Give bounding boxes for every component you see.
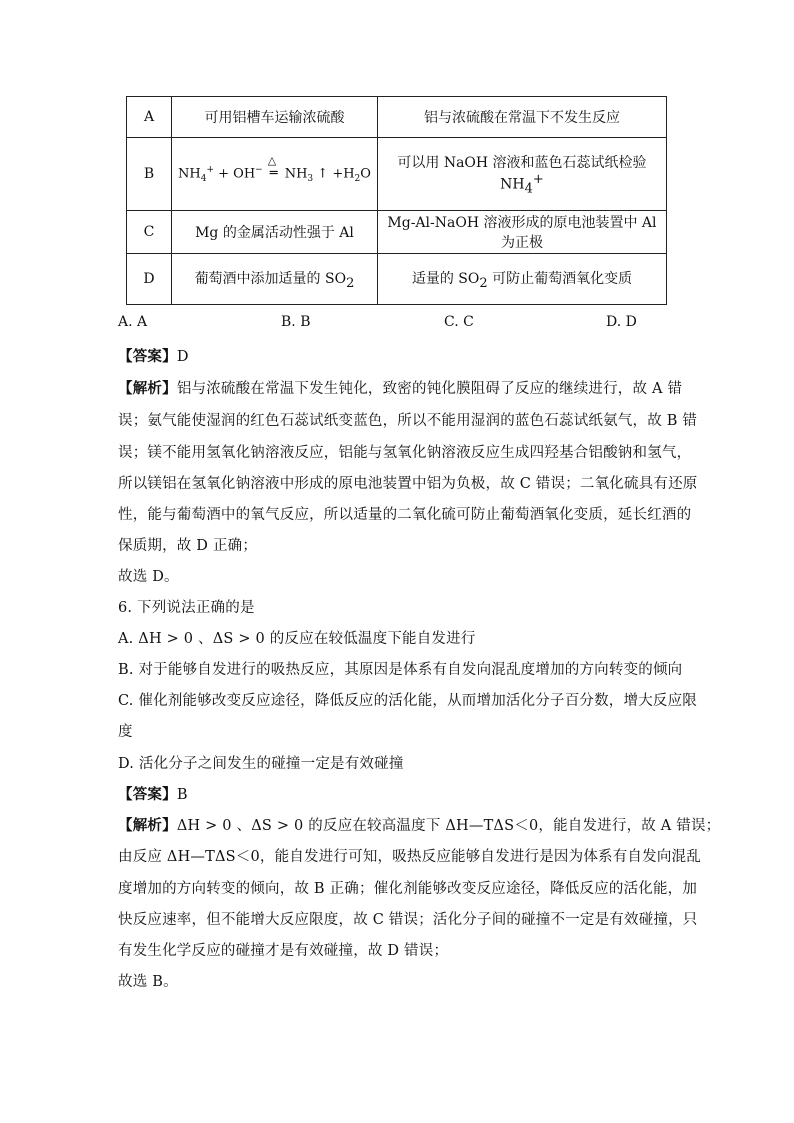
choice-c: C. C (444, 314, 474, 330)
reason-cell: 铝与浓硫酸在常温下不发生反应 (377, 97, 666, 138)
q6-option-c: C. 催化剂能够改变反应途径，降低反应的活化能，从而增加活化分子百分数，增大反应限 (118, 693, 697, 709)
reason-cell: Mg-Al-NaOH 溶液形成的原电池装置中 Al 为正极 (377, 211, 666, 254)
answer-choices (118, 314, 678, 334)
q6-analysis-line: 度增加的方向转变的倾向，故 B 正确；催化剂能够改变反应途径，降低反应的活化能，加 (118, 881, 698, 897)
q5-analysis-line: 保质期，故 D 正确； (118, 538, 258, 554)
q6-analysis-line: 由反应 ΔH—TΔS＜0，能自发进行可知，吸热反应能够自发进行是因为体系有自发向混乱 (118, 849, 701, 865)
q6-analysis-line: 【解析】ΔH > 0 、ΔS > 0 的反应在较高温度下 ΔH—TΔS＜0，能自发进行，故 A 错误； (118, 817, 721, 834)
q5-analysis-line: 所以镁铝在氢氧化钠溶液中形成的原电池装置中铝为负极，故 C 错误；二氧化硫具有还原 (118, 476, 698, 492)
q5-analysis-line: 性，能与葡萄酒中的氧气反应，所以适量的二氧化硫可防止葡萄酒氧化变质，延长红酒的 (118, 507, 692, 523)
options-table (126, 96, 667, 305)
statement-cell: 葡萄酒中添加适量的 $SO_2$ (172, 254, 378, 305)
q5-conclusion: 故选 D。 (118, 569, 179, 585)
q5-analysis-line: 误；镁不能用氢氧化钠溶液反应，铝能与氢氧化钠溶液反应生成四羟基合铝酸钠和氢气， (118, 445, 692, 461)
table-row (127, 211, 667, 254)
q6-answer: 【答案】B (118, 786, 188, 803)
statement-cell: 可用铝槽车运输浓硫酸 (172, 97, 378, 138)
choice-d: D. D (606, 314, 637, 330)
q6-option-c-cont: 度 (118, 724, 133, 740)
q6-stem: 6. 下列说法正确的是 (118, 600, 255, 616)
row-label: D (127, 254, 172, 305)
table-row (127, 138, 667, 211)
reason-cell: 适量的 $SO_2$ 可防止葡萄酒氧化变质 (377, 254, 666, 305)
row-label: B (127, 138, 172, 211)
q5-analysis-line: 【解析】铝与浓硫酸在常温下发生钝化，致密的钝化膜阻碍了反应的继续进行，故 A 错 (118, 380, 683, 397)
reason-cell: 可以用 NaOH 溶液和蓝色石蕊试纸检验 $NH_4^+$ (377, 138, 666, 211)
q5-analysis-line: 误；氨气能使湿润的红色石蕊试纸变蓝色，所以不能用湿润的蓝色石蕊试纸氨气，故 B 错 (118, 413, 698, 429)
choice-a: A. A (118, 314, 148, 330)
q6-analysis-line: 快反应速率，但不能增大反应限度，故 C 错误；活化分子间的碰撞不一定是有效碰撞，只 (118, 912, 698, 928)
statement-cell: Mg 的金属活动性强于 Al (172, 211, 378, 254)
q6-option-d: D. 活化分子之间发生的碰撞一定是有效碰撞 (118, 756, 404, 772)
choice-b: B. B (281, 314, 311, 330)
table-row (127, 97, 667, 138)
ionic-equation: $NH_4^+ + OH^-$ △ ═ $NH_3$ ↑ $+H_2O$ (172, 138, 378, 211)
row-label: C (127, 211, 172, 254)
q6-conclusion: 故选 B。 (118, 974, 178, 990)
heat-equals-sign: △ ═ (267, 153, 278, 181)
row-label: A (127, 97, 172, 138)
q6-analysis-line: 有发生化学反应的碰撞才是有效碰撞，故 D 错误； (118, 943, 449, 959)
q6-option-b: B. 对于能够自发进行的吸热反应，其原因是体系有自发向混乱度增加的方向转变的倾向 (118, 662, 683, 678)
q5-answer: 【答案】D (118, 348, 189, 365)
q6-option-a: A. ΔH > 0 、ΔS > 0 的反应在较低温度下能自发进行 (118, 631, 476, 647)
table-row (127, 254, 667, 305)
